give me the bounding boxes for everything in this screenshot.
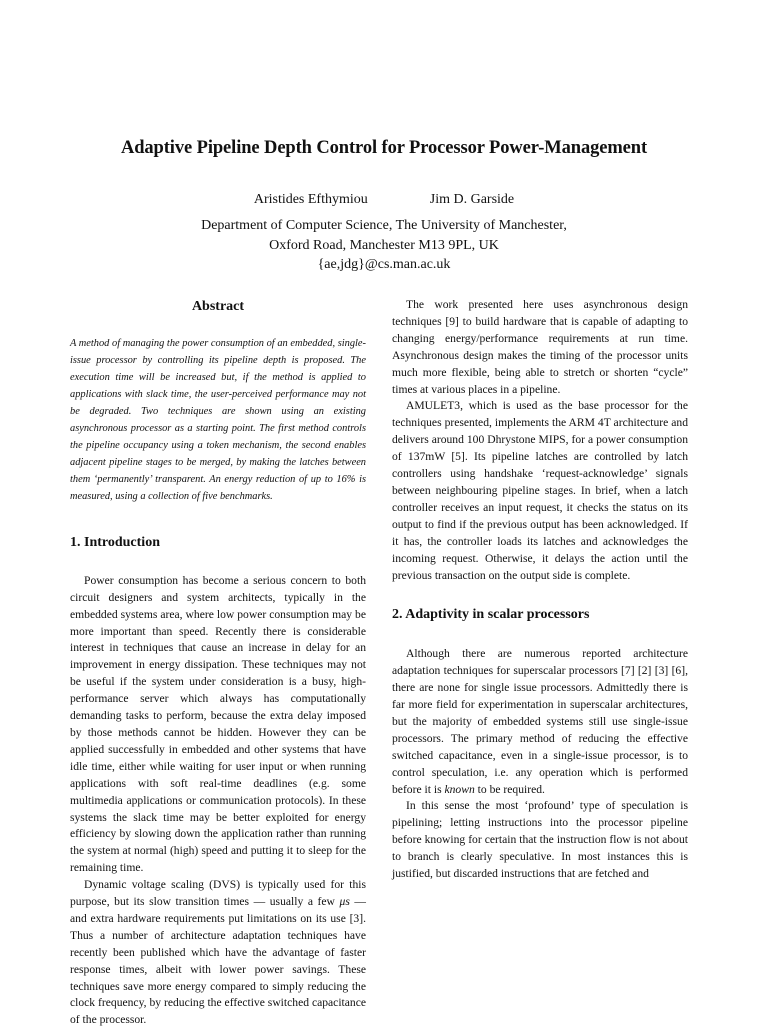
adaptivity-paragraph-2: In this sense the most ‘profound’ type of speculation is pipelining; letting instructions into the processor pipeline before knowing for certain that the instruction flow is not about to branch is clearly speculative. In most instances this is justified, but discarded instructions that are fetched and <box>392 799 688 881</box>
author-email: {ae,jdg}@cs.man.ac.uk <box>317 257 451 272</box>
abstract-text: A method of managing the power consumption of an embedded, single-issue processor by controlling its pipeline depth is proposed. The execution time will be increased but, if the method is applied to applications with slack time, the user-perceived performance may not be degraded. Two techniques are shown using an existing asynchronous processor as a starting point. The first method controls the pipeline occupancy using a token mechanism, the second enables adjacent pipeline stages to be merged, by making the latches between them ‘permanently’ transparent. An energy reduction of up to 16% is measured, using a collection of five benchmarks. <box>70 337 366 502</box>
adaptivity-paragraph-1 <box>392 646 688 798</box>
author-list <box>0 192 768 208</box>
intro-paragraph-4: AMULET3, which is used as the base processor for the techniques presented, implements the ARM 4T architecture and delivers around 100 Dhrystone MIPS, for a power consumption of 137mW [5]. Its pipeline latches are controlled by latch controllers using handshake ‘request-acknowledge’ signals between neighbouring pipeline stages. In brief, when a latch controller receives an input request, it checks the status on its output to find if the previous output has been acknowledged. If it has, the controller loads its latches and acknowledges the incoming request. Otherwise, it delays the action until the previous transaction on the output side is complete. <box>392 399 688 582</box>
left-column <box>70 297 366 1029</box>
abstract-heading: Abstract <box>191 299 245 314</box>
paragraph-text: — and extra hardware requirements put limitations on its use [3]. Thus a number of architecture adaptation techniques have recently been published which have the advantage of faster response times, albeit with lower power savings. These techniques save more energy compared to simply reducing the clock frequency, by reducing the effective switched capacitance of the processor. <box>70 895 367 1027</box>
section-heading-adaptivity: 2. Adaptivity in scalar processors <box>392 607 590 623</box>
intro-paragraph-3: The work presented here uses asynchronous design techniques [9] to build hardware that is capable of adapting to changing energy/performance requirements at run time. Asynchronous design makes the timing of the processor units much more flexible, being able to stretch or shorten “cycle” times at various places in a pipeline. <box>392 298 688 396</box>
paragraph-text: to be required. <box>474 782 545 796</box>
section-heading-introduction: 1. Introduction <box>70 534 160 550</box>
intro-paragraph-1: Power consumption has become a serious concern to both circuit designers and system architects, typically in the embedded systems area, where low power consumption may be more important than speed. Recently there is considerable interest in techniques that cause an increase in delay for an improvement in energy dissipation. These techniques may not be useful if the system under consideration is a busy, high-performance server which always has computationally demanding tasks to perform, because the extra delay imposed by those methods cannot be hidden. However they can be applied successfully in embedded and other systems that have idle time, either while waiting for user input or when running applications with soft real-time deadlines (e.g. some multimedia applications or communication protocols). In these systems the slack time may be better exploited for energy efficiency by slowing down the application rather than running the system at normal (high) speed and putting it to sleep for the remaining time. <box>70 573 366 875</box>
microsecond-unit: μs <box>339 895 350 909</box>
affiliation-line: Department of Computer Science, The University of Manchester, <box>201 218 567 233</box>
affiliation-block <box>0 216 768 275</box>
author-name: Jim D. Garside <box>429 192 515 207</box>
affiliation-line: Oxford Road, Manchester M13 9PL, UK <box>269 237 499 253</box>
paragraph-text: Dynamic voltage scaling (DVS) is typically used for this purpose, but its slow transition times — usually a few <box>70 878 366 909</box>
author-name: Aristides Efthymiou <box>253 192 368 207</box>
right-column <box>392 297 688 883</box>
paragraph-text: Although there are numerous reported architecture adaptation techniques for superscalar processors [7] [2] [3] [6], there are none for single issue processors. Admittedly there is far more field for experimentation in superscalar architectures, but the majority of embedded systems still use single-issue processors. The primary method of reducing the effective switched capacitance, even in a single-issue processor, is to control speculation, i.e. any operation which is performed before it is <box>392 647 688 796</box>
emphasis-known: known <box>444 782 475 796</box>
paper-title: Adaptive Pipeline Depth Control for Processor Power-Management <box>120 138 648 158</box>
intro-paragraph-2 <box>70 877 366 1029</box>
